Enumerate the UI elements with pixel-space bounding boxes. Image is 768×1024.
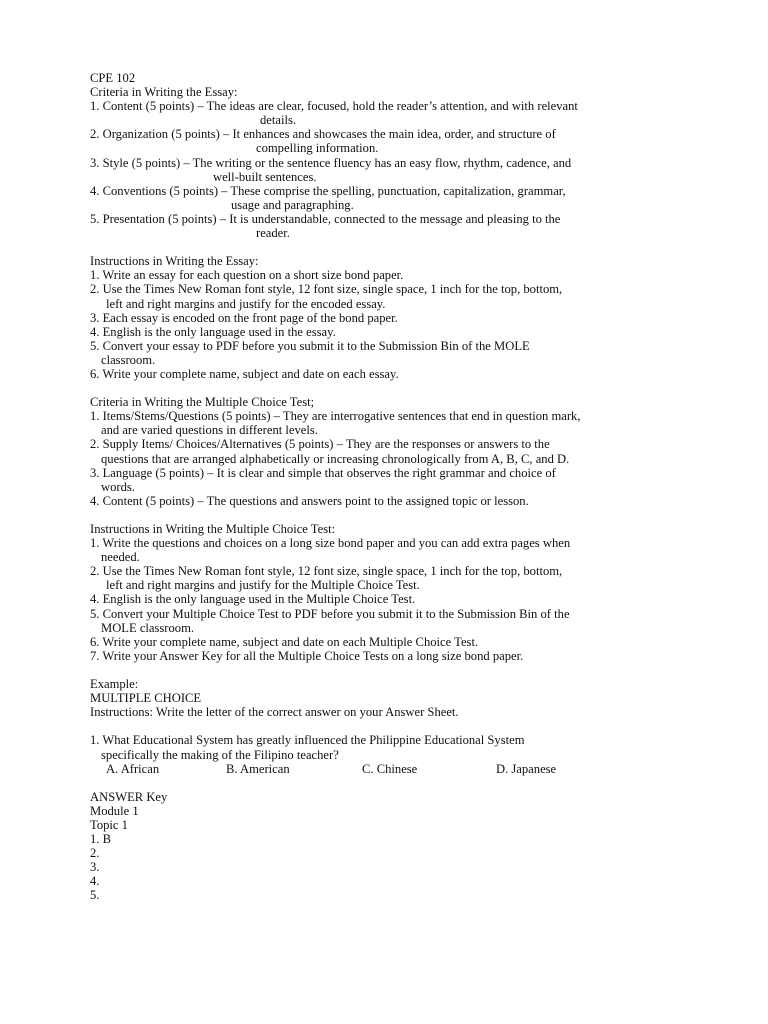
answer-key-module: Module 1: [90, 803, 139, 818]
example-question: 1. What Educational System has greatly influenced the Philippine Educational System: [90, 733, 525, 748]
answer-key-item: 2.: [90, 846, 100, 861]
mc-criterion-line: and are varied questions in different levels.: [101, 423, 318, 438]
answer-key-heading: ANSWER Key: [90, 789, 168, 804]
mc-criterion-line: words.: [101, 479, 135, 494]
mc-criterion-line: 1. Items/Stems/Questions (5 points) – They are interrogative sentences that end in question mark,: [90, 409, 581, 424]
essay-criterion-conventions-cont: usage and paragraphing.: [231, 197, 354, 212]
mc-criterion-line: 2. Supply Items/ Choices/Alternatives (5 points) – They are the responses or answers to the: [90, 437, 550, 452]
example-choices: [90, 762, 690, 776]
course-code: CPE 102: [90, 71, 136, 85]
example-label: Example:: [90, 677, 139, 692]
essay-criterion-organization: 2. Organization (5 points) – It enhances and showcases the main idea, order, and structure of: [90, 127, 556, 142]
mc-instruction-line: MOLE classroom.: [101, 620, 195, 635]
essay-criterion-presentation-cont: reader.: [256, 226, 290, 241]
choice-d: D. Japanese: [496, 761, 557, 776]
mc-criterion-line: questions that are arranged alphabetically or increasing chronologically from A, B, C, and D.: [101, 451, 570, 466]
example-title: MULTIPLE CHOICE: [90, 691, 202, 706]
mc-instructions-heading: Instructions in Writing the Multiple Choice Test:: [90, 522, 336, 536]
mc-instruction-line: 5. Convert your Multiple Choice Test to PDF before you submit it to the Submission Bin of the: [90, 606, 570, 621]
mc-instruction-line: 6. Write your complete name, subject and date on each Multiple Choice Test.: [90, 634, 479, 649]
document-body: [90, 71, 690, 903]
answer-key-item: 4.: [90, 874, 100, 889]
choice-b: B. American: [226, 761, 290, 776]
mc-instruction-line: 4. English is the only language used in the Multiple Choice Test.: [90, 592, 416, 607]
choice-c: C. Chinese: [362, 761, 418, 776]
answer-key-item: 5.: [90, 888, 100, 903]
essay-instructions-heading: Instructions in Writing the Essay:: [90, 254, 259, 269]
answer-key-item: 1. B: [90, 832, 111, 847]
essay-criterion-conventions: 4. Conventions (5 points) – These comprise the spelling, punctuation, capitalization, grammar,: [90, 183, 566, 198]
essay-instruction-line: 4. English is the only language used in the essay.: [90, 324, 336, 339]
essay-instruction-line: 6. Write your complete name, subject and date on each essay.: [90, 366, 399, 381]
essay-criterion-presentation: 5. Presentation (5 points) – It is understandable, connected to the message and pleasing to the: [90, 211, 561, 226]
example-question-cont: specifically the making of the Filipino teacher?: [101, 747, 339, 762]
mc-criteria-heading: Criteria in Writing the Multiple Choice Test;: [90, 395, 315, 410]
mc-instruction-line: 7. Write your Answer Key for all the Multiple Choice Tests on a long size bond paper.: [90, 648, 524, 663]
essay-instruction-line: 5. Convert your essay to PDF before you submit it to the Submission Bin of the MOLE: [90, 338, 530, 353]
answer-key-topic: Topic 1: [90, 817, 128, 832]
choice-a: A. African: [106, 761, 160, 776]
mc-instruction-line: left and right margins and justify for the Multiple Choice Test.: [106, 578, 420, 593]
essay-criterion-style-cont: well-built sentences.: [213, 169, 317, 184]
essay-criterion-content-cont: details.: [260, 113, 297, 128]
essay-criterion-style: 3. Style (5 points) – The writing or the sentence fluency has an easy flow, rhythm, cadence, and: [90, 155, 572, 170]
mc-instruction-line: 1. Write the questions and choices on a long size bond paper and you can add extra pages when: [90, 536, 571, 551]
example-instructions: Instructions: Write the letter of the correct answer on your Answer Sheet.: [90, 705, 459, 720]
essay-instruction-line: classroom.: [101, 352, 156, 367]
answer-key-item: 3.: [90, 860, 100, 875]
essay-instruction-line: 3. Each essay is encoded on the front page of the bond paper.: [90, 310, 398, 325]
essay-instruction-line: left and right margins and justify for the encoded essay.: [106, 296, 386, 311]
mc-criterion-line: 4. Content (5 points) – The questions and answers point to the assigned topic or lesson.: [90, 493, 529, 508]
essay-criterion-content: 1. Content (5 points) – The ideas are clear, focused, hold the reader’s attention, and with relevant: [90, 99, 578, 114]
mc-criterion-line: 3. Language (5 points) – It is clear and simple that observes the right grammar and choice of: [90, 465, 556, 480]
essay-instruction-line: 1. Write an essay for each question on a short size bond paper.: [90, 268, 404, 283]
mc-instruction-line: needed.: [101, 550, 140, 565]
essay-instruction-line: 2. Use the Times New Roman font style, 12 font size, single space, 1 inch for the top, bottom,: [90, 282, 563, 297]
essay-criteria-heading: Criteria in Writing the Essay:: [90, 85, 238, 100]
essay-criterion-organization-cont: compelling information.: [256, 141, 379, 156]
mc-instruction-line: 2. Use the Times New Roman font style, 12 font size, single space, 1 inch for the top, bottom,: [90, 564, 563, 579]
